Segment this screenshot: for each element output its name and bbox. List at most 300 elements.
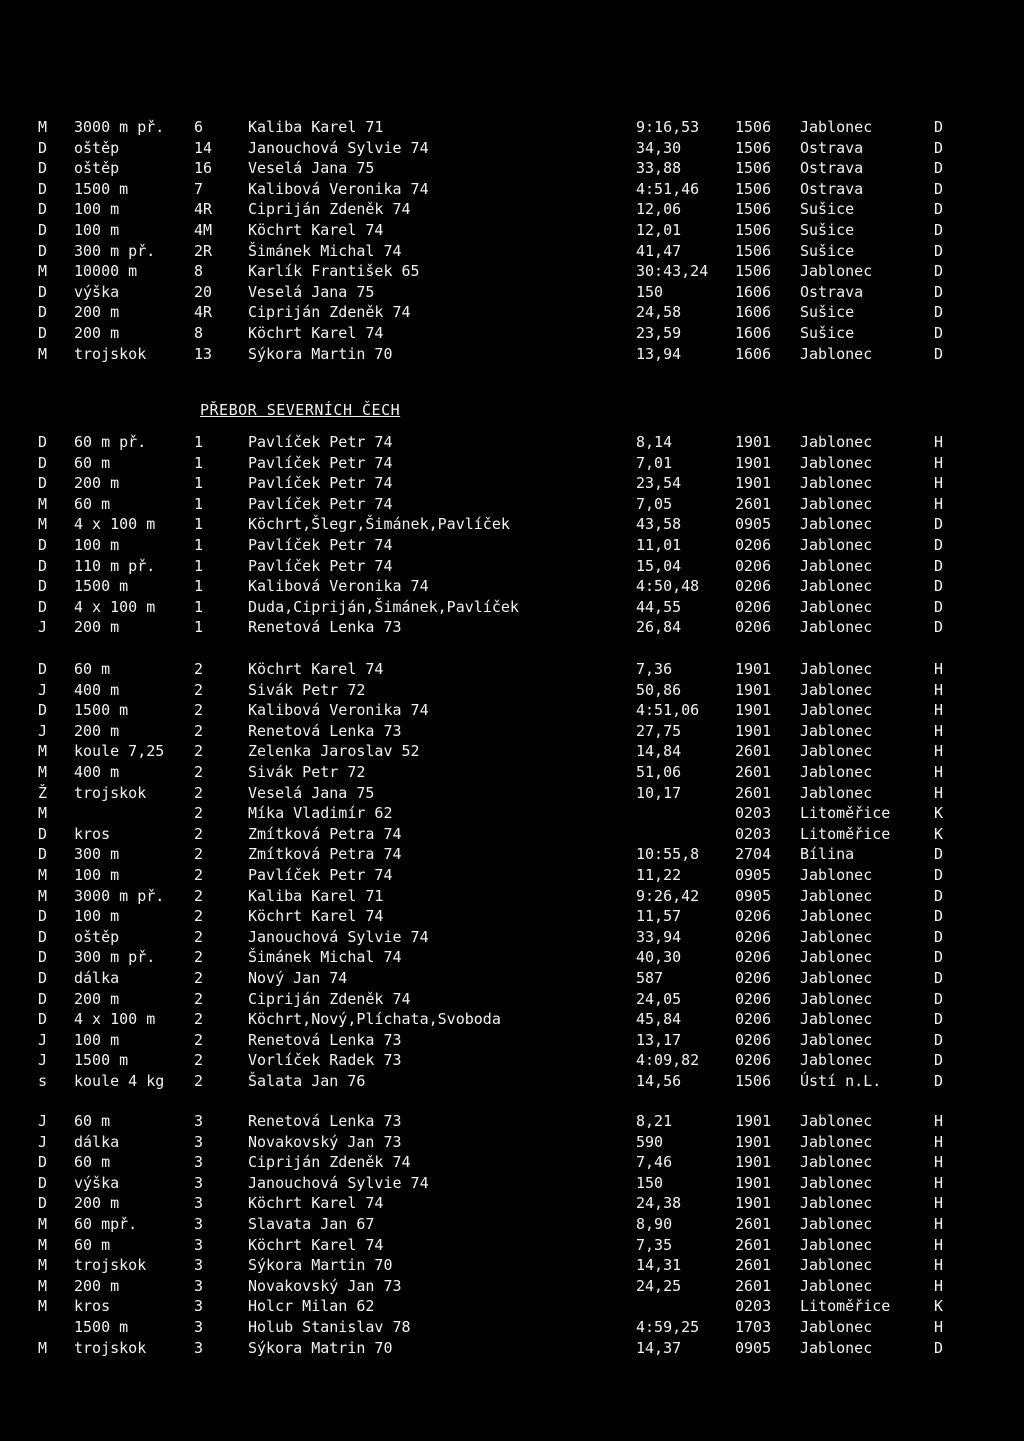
row-discipline: 100 m bbox=[74, 535, 120, 554]
row-athlete-name: Slavata Jan 67 bbox=[248, 1214, 375, 1233]
row-result: 23,54 bbox=[636, 474, 682, 493]
row-result: 4:50,48 bbox=[636, 577, 700, 596]
row-date: 2704 bbox=[735, 845, 772, 864]
row-result: 9:26,42 bbox=[636, 886, 700, 905]
row-sex-code: M bbox=[38, 1235, 48, 1254]
result-row bbox=[0, 947, 1024, 968]
row-date: 0206 bbox=[735, 948, 772, 967]
row-venue: Jablonec bbox=[800, 1132, 873, 1151]
row-venue: Jablonec bbox=[800, 577, 873, 596]
row-discipline: 1500 m bbox=[74, 701, 129, 720]
row-category: H bbox=[934, 453, 944, 472]
result-row bbox=[0, 1193, 1024, 1214]
row-venue: Jablonec bbox=[800, 515, 873, 534]
row-venue: Ostrava bbox=[800, 159, 864, 178]
row-placing: 1 bbox=[194, 433, 204, 451]
row-athlete-name: Renetová Lenka 73 bbox=[248, 1112, 402, 1130]
row-sex-code: D bbox=[38, 1153, 48, 1172]
row-discipline: výška bbox=[74, 1173, 120, 1192]
row-sex-code: M bbox=[38, 742, 48, 761]
row-athlete-name: Köchrt Karel 74 bbox=[248, 323, 384, 342]
row-placing: 2 bbox=[194, 845, 204, 864]
row-category: D bbox=[934, 220, 944, 239]
result-row bbox=[0, 1296, 1024, 1317]
row-discipline: kros bbox=[74, 1297, 111, 1316]
row-category: H bbox=[934, 742, 944, 761]
row-venue: Jablonec bbox=[800, 783, 873, 802]
row-discipline: 4 x 100 m bbox=[74, 1010, 156, 1029]
row-sex-code: D bbox=[38, 927, 48, 946]
row-athlete-name: Zelenka Jaroslav 52 bbox=[248, 742, 420, 761]
row-discipline: 200 m bbox=[74, 989, 120, 1008]
row-discipline: 400 m bbox=[74, 680, 120, 699]
row-discipline: 400 m bbox=[74, 762, 120, 781]
row-result: 23,59 bbox=[636, 323, 682, 342]
row-athlete-name: Pavlíček Petr 74 bbox=[248, 433, 393, 451]
row-result: 41,47 bbox=[636, 241, 682, 260]
row-sex-code: M bbox=[38, 344, 48, 363]
row-placing: 2 bbox=[194, 804, 204, 823]
row-result: 4:09,82 bbox=[636, 1051, 700, 1070]
row-discipline: 4 x 100 m bbox=[74, 597, 156, 616]
row-placing: 2 bbox=[194, 989, 204, 1008]
row-category: D bbox=[934, 138, 944, 157]
row-athlete-name: Janouchová Sylvie 74 bbox=[248, 1173, 429, 1192]
row-placing: 1 bbox=[194, 494, 204, 513]
row-result: 7,05 bbox=[636, 494, 673, 513]
row-result: 150 bbox=[636, 1173, 664, 1192]
row-date: 0206 bbox=[735, 577, 772, 596]
row-result: 8,14 bbox=[636, 433, 673, 451]
row-result: 10,17 bbox=[636, 783, 682, 802]
results-block-1 bbox=[0, 117, 1024, 364]
result-row bbox=[0, 1152, 1024, 1173]
row-placing: 2 bbox=[194, 907, 204, 926]
row-discipline: dálka bbox=[74, 1132, 120, 1151]
result-row bbox=[0, 1132, 1024, 1153]
row-athlete-name: Veselá Jana 75 bbox=[248, 783, 375, 802]
row-placing: 3 bbox=[194, 1297, 204, 1316]
row-category: H bbox=[934, 433, 944, 451]
row-category: D bbox=[934, 1071, 944, 1090]
row-sex-code: M bbox=[38, 762, 48, 781]
result-row bbox=[0, 158, 1024, 179]
row-sex-code: J bbox=[38, 618, 48, 637]
row-venue: Sušice bbox=[800, 303, 855, 322]
row-discipline: koule 4 kg bbox=[74, 1071, 165, 1090]
result-row bbox=[0, 432, 1024, 453]
row-venue: Litoměřice bbox=[800, 804, 891, 823]
row-result: 8,21 bbox=[636, 1112, 673, 1130]
row-category: D bbox=[934, 515, 944, 534]
row-result: 27,75 bbox=[636, 721, 682, 740]
row-athlete-name: Kalibová Veronika 74 bbox=[248, 577, 429, 596]
result-row bbox=[0, 1030, 1024, 1051]
row-athlete-name: Köchrt,Nový,Plíchata,Svoboda bbox=[248, 1010, 501, 1029]
row-date: 1506 bbox=[735, 179, 772, 198]
row-discipline: 60 mpř. bbox=[74, 1214, 138, 1233]
row-discipline: oštěp bbox=[74, 927, 120, 946]
row-athlete-name: Šimánek Michal 74 bbox=[248, 948, 402, 967]
result-row bbox=[0, 261, 1024, 282]
row-category: H bbox=[934, 1153, 944, 1172]
row-date: 0206 bbox=[735, 989, 772, 1008]
row-date: 1901 bbox=[735, 680, 772, 699]
row-result: 30:43,24 bbox=[636, 262, 709, 281]
row-result: 14,37 bbox=[636, 1338, 682, 1357]
row-result: 15,04 bbox=[636, 556, 682, 575]
row-venue: Jablonec bbox=[800, 927, 873, 946]
row-placing: 2 bbox=[194, 783, 204, 802]
result-row bbox=[0, 241, 1024, 262]
row-discipline: kros bbox=[74, 824, 111, 843]
row-date: 1901 bbox=[735, 1173, 772, 1192]
row-date: 2601 bbox=[735, 742, 772, 761]
row-discipline: 100 m bbox=[74, 1030, 120, 1049]
result-row bbox=[0, 906, 1024, 927]
row-result: 14,31 bbox=[636, 1256, 682, 1275]
row-athlete-name: Pavlíček Petr 74 bbox=[248, 494, 393, 513]
row-discipline: dálka bbox=[74, 968, 120, 987]
row-discipline: 200 m bbox=[74, 303, 120, 322]
row-date: 0206 bbox=[735, 1010, 772, 1029]
row-sex-code: D bbox=[38, 433, 48, 451]
row-sex-code: D bbox=[38, 597, 48, 616]
row-athlete-name: Holub Stanislav 78 bbox=[248, 1317, 411, 1336]
row-discipline: 1500 m bbox=[74, 577, 129, 596]
row-category: H bbox=[934, 762, 944, 781]
row-discipline: 60 m bbox=[74, 1235, 111, 1254]
row-discipline: 200 m bbox=[74, 618, 120, 637]
row-placing: 2 bbox=[194, 742, 204, 761]
row-result: 45,84 bbox=[636, 1010, 682, 1029]
row-discipline: trojskok bbox=[74, 783, 147, 802]
row-result: 10:55,8 bbox=[636, 845, 700, 864]
result-row bbox=[0, 700, 1024, 721]
row-placing: 4M bbox=[194, 220, 213, 239]
row-sex-code: M bbox=[38, 1256, 48, 1275]
row-venue: Jablonec bbox=[800, 1194, 873, 1213]
row-date: 1901 bbox=[735, 474, 772, 493]
result-row bbox=[0, 1173, 1024, 1194]
result-row bbox=[0, 282, 1024, 303]
row-athlete-name: Cipriján Zdeněk 74 bbox=[248, 989, 411, 1008]
row-category: D bbox=[934, 159, 944, 178]
row-athlete-name: Pavlíček Petr 74 bbox=[248, 474, 393, 493]
row-date: 1506 bbox=[735, 1071, 772, 1090]
row-athlete-name: Janouchová Sylvie 74 bbox=[248, 927, 429, 946]
row-discipline: 60 m bbox=[74, 494, 111, 513]
row-category: D bbox=[934, 989, 944, 1008]
row-venue: Litoměřice bbox=[800, 1297, 891, 1316]
row-date: 1606 bbox=[735, 282, 772, 301]
row-placing: 3 bbox=[194, 1194, 204, 1213]
row-sex-code: D bbox=[38, 323, 48, 342]
row-placing: 3 bbox=[194, 1276, 204, 1295]
row-result: 4:51,06 bbox=[636, 701, 700, 720]
row-athlete-name: Cipriján Zdeněk 74 bbox=[248, 303, 411, 322]
row-placing: 13 bbox=[194, 344, 213, 363]
row-athlete-name: Novakovský Jan 73 bbox=[248, 1132, 402, 1151]
row-result: 14,56 bbox=[636, 1071, 682, 1090]
row-date: 1901 bbox=[735, 1112, 772, 1130]
row-placing: 2 bbox=[194, 1071, 204, 1090]
row-athlete-name: Cipriján Zdeněk 74 bbox=[248, 1153, 411, 1172]
row-date: 2601 bbox=[735, 762, 772, 781]
row-placing: 1 bbox=[194, 453, 204, 472]
row-venue: Ústí n.L. bbox=[800, 1071, 882, 1090]
row-date: 2601 bbox=[735, 1235, 772, 1254]
row-athlete-name: Cipriján Zdeněk 74 bbox=[248, 200, 411, 219]
row-category: D bbox=[934, 948, 944, 967]
result-row bbox=[0, 844, 1024, 865]
row-venue: Jablonec bbox=[800, 680, 873, 699]
row-discipline: trojskok bbox=[74, 1256, 147, 1275]
row-sex-code: D bbox=[38, 138, 48, 157]
row-date: 2601 bbox=[735, 1256, 772, 1275]
row-placing: 3 bbox=[194, 1256, 204, 1275]
row-placing: 7 bbox=[194, 179, 204, 198]
row-discipline: 60 m př. bbox=[74, 433, 147, 451]
row-athlete-name: Sýkora Martin 70 bbox=[248, 344, 393, 363]
row-date: 0206 bbox=[735, 535, 772, 554]
row-placing: 1 bbox=[194, 618, 204, 637]
row-category: H bbox=[934, 1132, 944, 1151]
result-row bbox=[0, 989, 1024, 1010]
row-category: D bbox=[934, 282, 944, 301]
row-placing: 1 bbox=[194, 597, 204, 616]
row-athlete-name: Karlík František 65 bbox=[248, 262, 420, 281]
row-sex-code: M bbox=[38, 1276, 48, 1295]
result-row bbox=[0, 138, 1024, 159]
row-sex-code: D bbox=[38, 179, 48, 198]
result-row bbox=[0, 1338, 1024, 1359]
row-placing: 1 bbox=[194, 535, 204, 554]
row-placing: 2 bbox=[194, 721, 204, 740]
row-category: H bbox=[934, 1317, 944, 1336]
row-placing: 2 bbox=[194, 886, 204, 905]
row-sex-code: D bbox=[38, 535, 48, 554]
row-venue: Jablonec bbox=[800, 989, 873, 1008]
row-placing: 3 bbox=[194, 1153, 204, 1172]
row-category: D bbox=[934, 845, 944, 864]
row-category: D bbox=[934, 262, 944, 281]
row-category: D bbox=[934, 200, 944, 219]
row-venue: Jablonec bbox=[800, 1214, 873, 1233]
row-result: 34,30 bbox=[636, 138, 682, 157]
row-category: H bbox=[934, 1235, 944, 1254]
row-venue: Jablonec bbox=[800, 344, 873, 363]
row-date: 0206 bbox=[735, 968, 772, 987]
row-venue: Jablonec bbox=[800, 1051, 873, 1070]
row-category: D bbox=[934, 179, 944, 198]
result-row bbox=[0, 803, 1024, 824]
row-sex-code: Ž bbox=[38, 783, 48, 802]
results-block-4 bbox=[0, 1111, 1024, 1358]
row-athlete-name: Šalata Jan 76 bbox=[248, 1071, 366, 1090]
row-result: 4:51,46 bbox=[636, 179, 700, 198]
row-venue: Ostrava bbox=[800, 282, 864, 301]
row-venue: Sušice bbox=[800, 323, 855, 342]
row-sex-code: M bbox=[38, 1338, 48, 1357]
row-athlete-name: Veselá Jana 75 bbox=[248, 159, 375, 178]
row-category: H bbox=[934, 680, 944, 699]
row-result: 7,36 bbox=[636, 660, 673, 678]
result-row bbox=[0, 514, 1024, 535]
row-result: 24,05 bbox=[636, 989, 682, 1008]
row-date: 1901 bbox=[735, 1132, 772, 1151]
row-discipline: 60 m bbox=[74, 1153, 111, 1172]
result-row bbox=[0, 473, 1024, 494]
row-placing: 3 bbox=[194, 1132, 204, 1151]
row-athlete-name: Pavlíček Petr 74 bbox=[248, 453, 393, 472]
row-sex-code: M bbox=[38, 118, 48, 136]
row-sex-code: M bbox=[38, 262, 48, 281]
row-placing: 1 bbox=[194, 515, 204, 534]
row-placing: 3 bbox=[194, 1214, 204, 1233]
row-athlete-name: Köchrt Karel 74 bbox=[248, 1194, 384, 1213]
row-placing: 3 bbox=[194, 1173, 204, 1192]
row-category: K bbox=[934, 804, 944, 823]
result-row bbox=[0, 1214, 1024, 1235]
row-date: 1506 bbox=[735, 159, 772, 178]
row-athlete-name: Šimánek Michal 74 bbox=[248, 241, 402, 260]
result-row bbox=[0, 1071, 1024, 1092]
row-date: 2601 bbox=[735, 783, 772, 802]
row-venue: Jablonec bbox=[800, 1276, 873, 1295]
row-placing: 3 bbox=[194, 1112, 204, 1130]
row-sex-code: J bbox=[38, 1030, 48, 1049]
row-sex-code: M bbox=[38, 515, 48, 534]
row-placing: 3 bbox=[194, 1338, 204, 1357]
row-result: 11,57 bbox=[636, 907, 682, 926]
results-block-3 bbox=[0, 659, 1024, 1091]
row-date: 0203 bbox=[735, 824, 772, 843]
row-athlete-name: Köchrt Karel 74 bbox=[248, 907, 384, 926]
row-venue: Jablonec bbox=[800, 535, 873, 554]
row-result: 14,84 bbox=[636, 742, 682, 761]
row-athlete-name: Kaliba Karel 71 bbox=[248, 886, 384, 905]
row-date: 0905 bbox=[735, 865, 772, 884]
result-row bbox=[0, 762, 1024, 783]
row-sex-code: M bbox=[38, 1297, 48, 1316]
row-date: 2601 bbox=[735, 494, 772, 513]
result-row bbox=[0, 1111, 1024, 1132]
row-venue: Jablonec bbox=[800, 597, 873, 616]
row-sex-code: s bbox=[38, 1071, 48, 1090]
result-row bbox=[0, 1009, 1024, 1030]
row-discipline: 10000 m bbox=[74, 262, 138, 281]
row-placing: 2 bbox=[194, 762, 204, 781]
row-discipline: 60 m bbox=[74, 1112, 111, 1130]
row-discipline: 4 x 100 m bbox=[74, 515, 156, 534]
result-row bbox=[0, 865, 1024, 886]
row-venue: Jablonec bbox=[800, 1338, 873, 1357]
row-discipline: 300 m bbox=[74, 845, 120, 864]
row-result: 4:59,25 bbox=[636, 1317, 700, 1336]
row-discipline: trojskok bbox=[74, 344, 147, 363]
row-discipline: 200 m bbox=[74, 721, 120, 740]
result-row bbox=[0, 344, 1024, 365]
row-sex-code: M bbox=[38, 1214, 48, 1233]
row-discipline: trojskok bbox=[74, 1338, 147, 1357]
row-sex-code: D bbox=[38, 1194, 48, 1213]
row-date: 0203 bbox=[735, 1297, 772, 1316]
row-category: H bbox=[934, 701, 944, 720]
row-category: D bbox=[934, 1010, 944, 1029]
row-venue: Jablonec bbox=[800, 474, 873, 493]
row-discipline: 200 m bbox=[74, 474, 120, 493]
row-athlete-name: Veselá Jana 75 bbox=[248, 282, 375, 301]
row-category: H bbox=[934, 474, 944, 493]
result-row bbox=[0, 556, 1024, 577]
row-discipline: 110 m př. bbox=[74, 556, 156, 575]
row-category: D bbox=[934, 907, 944, 926]
result-row bbox=[0, 659, 1024, 680]
row-discipline: 200 m bbox=[74, 1276, 120, 1295]
row-venue: Jablonec bbox=[800, 453, 873, 472]
row-discipline: 200 m bbox=[74, 323, 120, 342]
row-placing: 3 bbox=[194, 1317, 204, 1336]
row-athlete-name: Janouchová Sylvie 74 bbox=[248, 138, 429, 157]
row-discipline: 300 m př. bbox=[74, 948, 156, 967]
result-row bbox=[0, 1235, 1024, 1256]
row-athlete-name: Renetová Lenka 73 bbox=[248, 721, 402, 740]
row-discipline: 100 m bbox=[74, 200, 120, 219]
row-date: 1901 bbox=[735, 433, 772, 451]
row-discipline: 1500 m bbox=[74, 179, 129, 198]
row-discipline: výška bbox=[74, 282, 120, 301]
row-sex-code: D bbox=[38, 556, 48, 575]
row-athlete-name: Köchrt,Šlegr,Šimánek,Pavlíček bbox=[248, 515, 510, 534]
row-athlete-name: Zmítková Petra 74 bbox=[248, 824, 402, 843]
row-discipline: 200 m bbox=[74, 1194, 120, 1213]
row-venue: Jablonec bbox=[800, 1030, 873, 1049]
row-category: D bbox=[934, 597, 944, 616]
row-result: 11,22 bbox=[636, 865, 682, 884]
row-discipline: 300 m př. bbox=[74, 241, 156, 260]
row-discipline: koule 7,25 bbox=[74, 742, 165, 761]
row-category: D bbox=[934, 556, 944, 575]
row-placing: 2 bbox=[194, 824, 204, 843]
row-sex-code: M bbox=[38, 804, 48, 823]
row-venue: Jablonec bbox=[800, 762, 873, 781]
row-athlete-name: Pavlíček Petr 74 bbox=[248, 535, 393, 554]
row-date: 1606 bbox=[735, 303, 772, 322]
row-sex-code: J bbox=[38, 1112, 48, 1130]
row-venue: Jablonec bbox=[800, 742, 873, 761]
row-placing: 2 bbox=[194, 1010, 204, 1029]
result-row bbox=[0, 576, 1024, 597]
row-discipline: 100 m bbox=[74, 865, 120, 884]
result-row bbox=[0, 535, 1024, 556]
row-athlete-name: Sivák Petr 72 bbox=[248, 762, 366, 781]
row-athlete-name: Renetová Lenka 73 bbox=[248, 1030, 402, 1049]
row-category: H bbox=[934, 1276, 944, 1295]
row-category: D bbox=[934, 1030, 944, 1049]
row-sex-code: J bbox=[38, 721, 48, 740]
row-placing: 2 bbox=[194, 701, 204, 720]
row-result: 40,30 bbox=[636, 948, 682, 967]
row-placing: 8 bbox=[194, 262, 204, 281]
row-venue: Jablonec bbox=[800, 1256, 873, 1275]
row-placing: 16 bbox=[194, 159, 213, 178]
result-row bbox=[0, 824, 1024, 845]
row-date: 1901 bbox=[735, 1194, 772, 1213]
row-venue: Jablonec bbox=[800, 118, 873, 136]
row-sex-code: J bbox=[38, 1051, 48, 1070]
row-venue: Jablonec bbox=[800, 1173, 873, 1192]
